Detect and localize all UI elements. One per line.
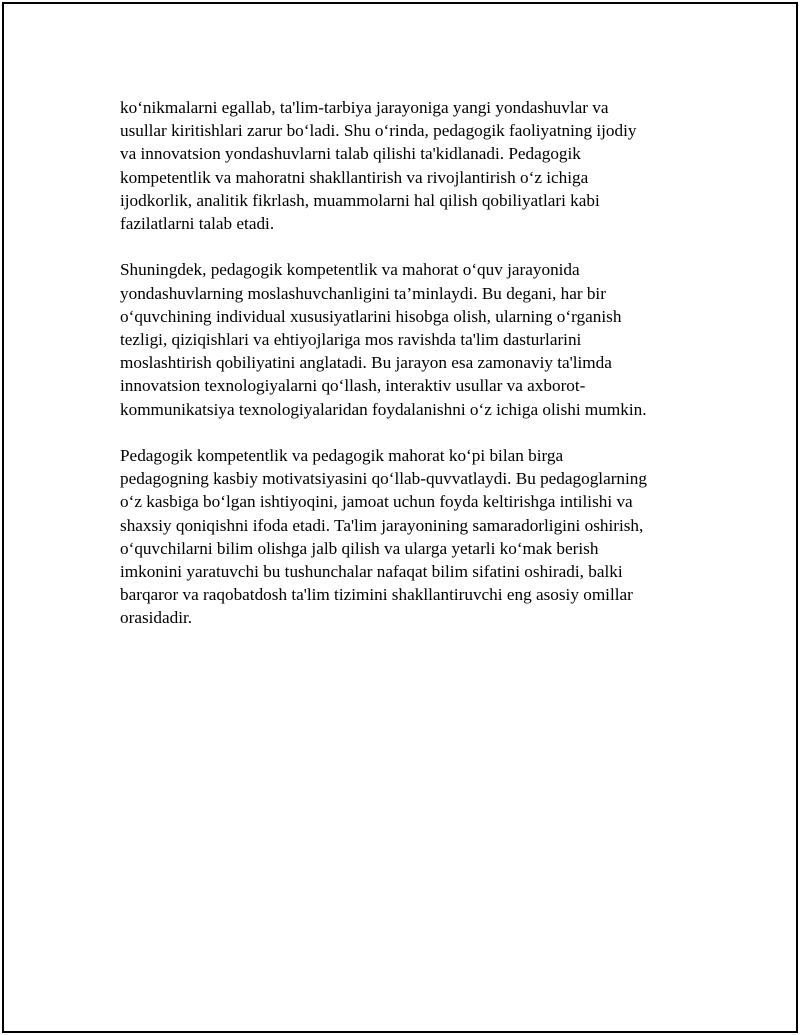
text-line: innovatsion texnologiyalarni qo‘llash, interaktiv usullar va axborot- — [120, 376, 586, 396]
text-line: imkonini yaratuvchi bu tushunchalar nafaqat bilim sifatini oshiradi, balki — [120, 562, 623, 582]
text-line: o‘z kasbiga bo‘lgan ishtiyoqini, jamoat uchun foyda keltirishga intilishi va — [120, 492, 633, 512]
text-line: ko‘nikmalarni egallab, ta'lim-tarbiya jarayoniga yangi yondashuvlar va — [120, 98, 609, 117]
paragraph-2 — [120, 258, 690, 420]
text-line: usullar kiritishlari zarur bo‘ladi. Shu o‘rinda, pedagogik faoliyatning ijodiy — [120, 121, 637, 141]
text-line: ijodkorlik, analitik fikrlash, muammolarni hal qilish qobiliyatlari kabi — [120, 190, 600, 210]
text-line: kommunikatsiya texnologiyalaridan foydalanishni o‘z ichiga olishi mumkin. — [120, 399, 647, 419]
text-line: Pedagogik kompetentlik va pedagogik mahorat ko‘pi bilan birga — [120, 446, 564, 466]
text-line: o‘quvchilarni bilim olishga jalb qilish va ularga yetarli ko‘mak berish — [120, 538, 599, 558]
text-line: kompetentlik va mahoratni shakllantirish va rivojlantirish o‘z ichiga — [120, 167, 589, 187]
text-line: Shuningdek, pedagogik kompetentlik va mahorat o‘quv jarayonida — [120, 260, 580, 280]
text-line: moslashtirish qobiliyatini anglatadi. Bu jarayon esa zamonaviy ta'limda — [120, 353, 612, 373]
text-line: orasidadir. — [120, 608, 193, 628]
paragraph-1 — [120, 96, 690, 235]
text-line: pedagogning kasbiy motivatsiyasini qo‘llab-quvvatlaydi. Bu pedagoglarning — [120, 469, 647, 489]
document-page — [2, 2, 798, 1033]
text-line: shaxsiy qoniqishni ifoda etadi. Ta'lim jarayonining samaradorligini oshirish, — [120, 515, 644, 535]
paragraph-3 — [120, 444, 690, 630]
document-body — [120, 96, 690, 653]
text-line: barqaror va raqobatdosh ta'lim tizimini shakllantiruvchi eng asosiy omillar — [120, 585, 633, 605]
text-line: yondashuvlarning moslashuvchanligini ta’minlaydi. Bu degani, har bir — [120, 283, 606, 303]
text-line: tezligi, qiziqishlari va ehtiyojlariga mos ravishda ta'lim dasturlarini — [120, 330, 582, 350]
text-line: o‘quvchining individual xususiyatlarini hisobga olish, ularning o‘rganish — [120, 306, 622, 326]
text-line: va innovatsion yondashuvlarni talab qilishi ta'kidlanadi. Pedagogik — [120, 144, 581, 164]
text-line: fazilatlarni talab etadi. — [120, 214, 275, 234]
